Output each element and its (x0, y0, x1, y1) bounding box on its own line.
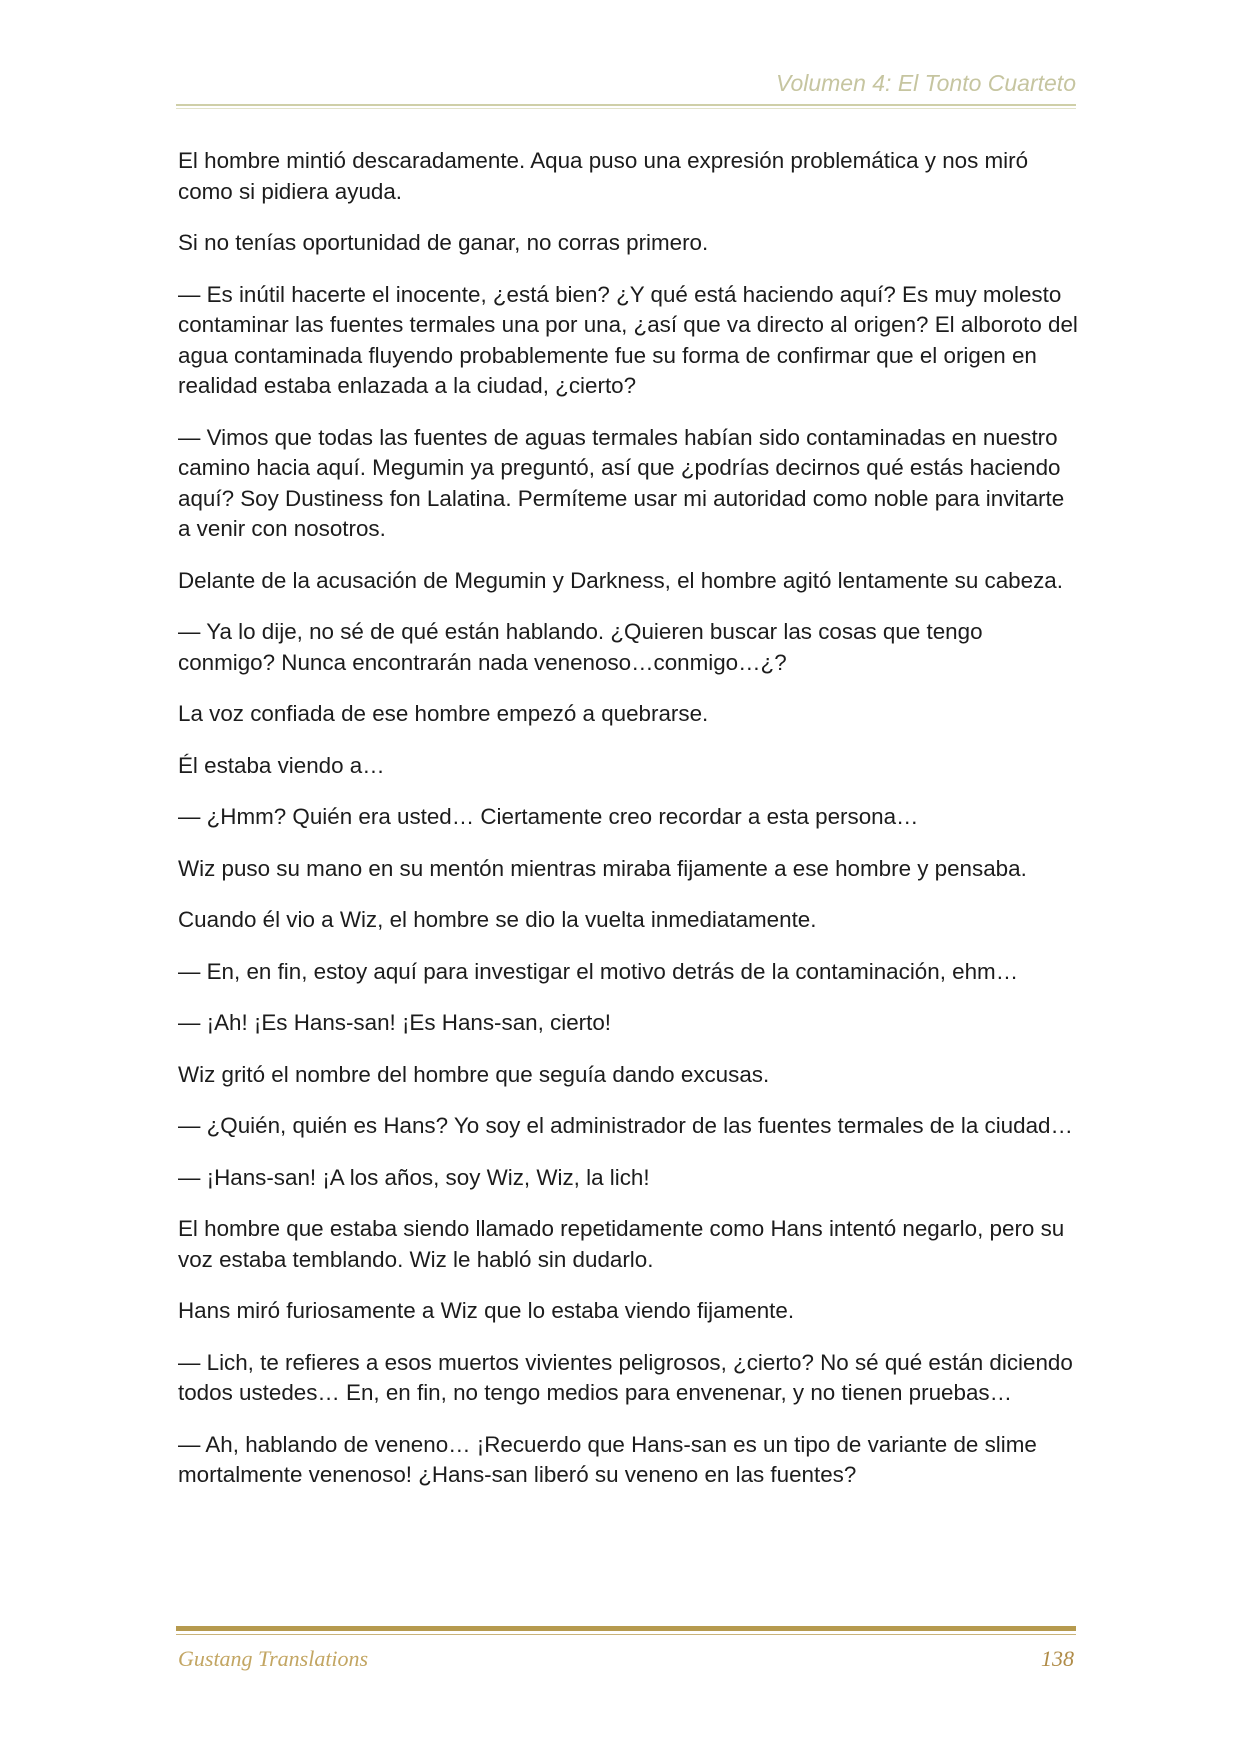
paragraph: Hans miró furiosamente a Wiz que lo estaba viendo fijamente. (178, 1298, 795, 1323)
page-number: 138 (1041, 1646, 1074, 1671)
paragraph: — Lich, te refieres a esos muertos vivientes peligrosos, ¿cierto? No sé qué están diciendo todos ustedes… En, en fin, no tengo medios para envenenar, y no tienen pruebas… (178, 1349, 1073, 1405)
paragraph: — En, en fin, estoy aquí para investigar el motivo detrás de la contaminación, ehm… (178, 958, 1019, 984)
paragraph: El hombre que estaba siendo llamado repetidamente como Hans intentó negarlo, pero su voz estaba temblando. Wiz le habló sin dudarlo. (178, 1216, 1065, 1272)
paragraph: — ¿Hmm? Quién era usted… Ciertamente creo recordar a esta persona… (178, 804, 919, 829)
header-divider (176, 104, 1076, 106)
page-header (176, 70, 1076, 106)
paragraph: Wiz puso su mano en su mentón mientras miraba fijamente a ese hombre y pensaba. (178, 855, 1027, 881)
paragraph: Delante de la acusación de Megumin y Darkness, el hombre agitó lentamente su cabeza. (178, 567, 1063, 593)
paragraph: Wiz gritó el nombre del hombre que seguía dando excusas. (178, 1061, 770, 1087)
paragraph: — Es inútil hacerte el inocente, ¿está bien? ¿Y qué está haciendo aquí? Es muy molesto contaminar las fuentes termales una por una, ¿así que va directo al origen? El alboroto del agua contaminada fluyendo probablemente fue su forma de confirmar que el origen en realidad estaba enlazada a la ciudad, ¿cierto? (178, 281, 1078, 398)
body-text (178, 146, 1078, 1512)
footer-divider (176, 1626, 1076, 1631)
paragraph: — ¡Ah! ¡Es Hans-san! ¡Es Hans-san, cierto! (178, 1010, 612, 1035)
footer-divider-thin (176, 1634, 1076, 1635)
header-divider-thin (176, 108, 1076, 109)
paragraph: — Ya lo dije, no sé de qué están hablando. ¿Quieren buscar las cosas que tengo conmigo? Nunca encontrarán nada venenoso…conmigo…¿? (178, 619, 983, 675)
running-header-title: Volumen 4: El Tonto Cuarteto (775, 70, 1076, 96)
paragraph: Cuando él vio a Wiz, el hombre se dio la vuelta inmediatamente. (178, 907, 817, 932)
paragraph: Él estaba viendo a… (178, 752, 385, 778)
footer-publisher: Gustang Translations (178, 1646, 369, 1671)
paragraph: Si no tenías oportunidad de ganar, no corras primero. (178, 230, 709, 255)
paragraph: — Ah, hablando de veneno… ¡Recuerdo que Hans-san es un tipo de variante de slime mortalmente venenoso! ¿Hans-san liberó su veneno en las fuentes? (178, 1431, 1037, 1487)
paragraph: — Vimos que todas las fuentes de aguas termales habían sido contaminadas en nuestro camino hacia aquí. Megumin ya preguntó, así que ¿podrías decirnos qué estás haciendo aquí? Soy Dustiness fon Lalatina. Permíteme usar mi autoridad como noble para invitarte a venir con nosotros. (178, 424, 1065, 541)
paragraph: El hombre mintió descaradamente. Aqua puso una expresión problemática y nos miró como si pidiera ayuda. (178, 148, 1029, 204)
paragraph: — ¿Quién, quién es Hans? Yo soy el administrador de las fuentes termales de la ciudad… (178, 1113, 1073, 1138)
paragraph: La voz confiada de ese hombre empezó a quebrarse. (178, 701, 709, 726)
page-footer (176, 1626, 1076, 1686)
paragraph: — ¡Hans-san! ¡A los años, soy Wiz, Wiz, la lich! (178, 1164, 650, 1190)
